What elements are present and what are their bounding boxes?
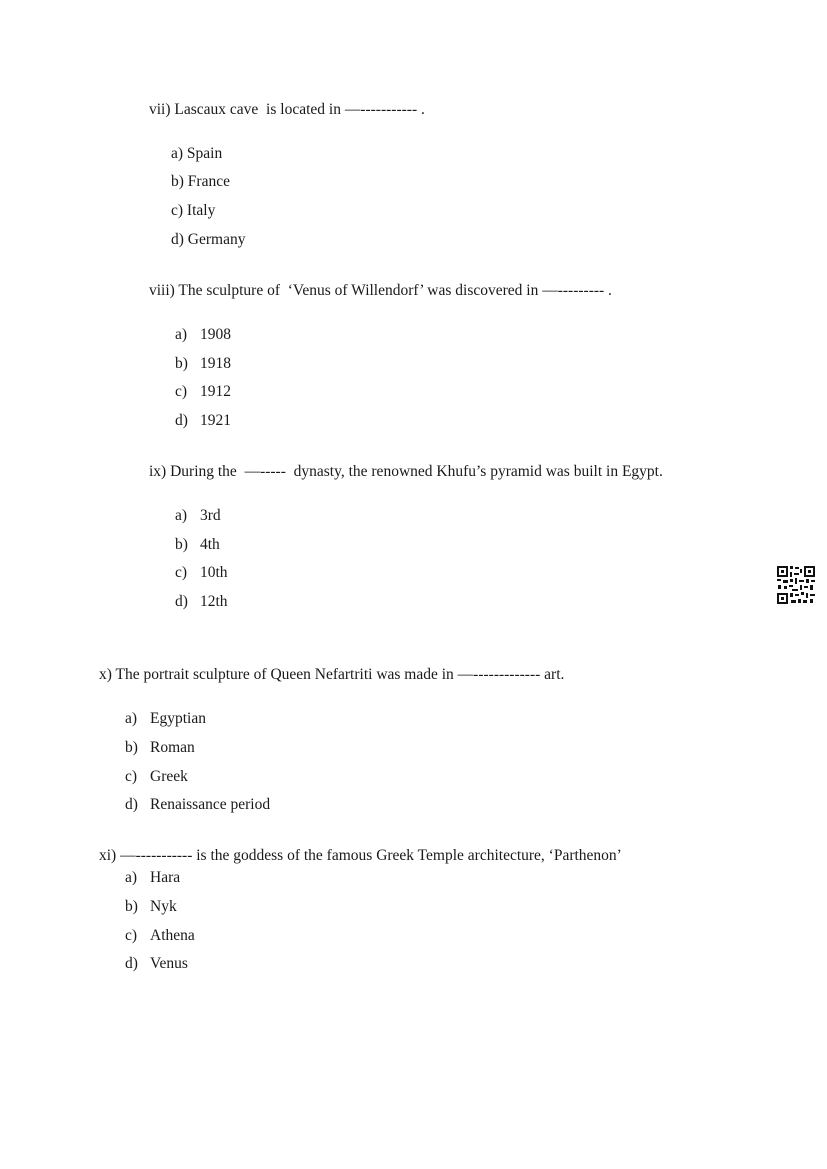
question-vii-option-a: a) Spain — [171, 145, 223, 162]
question-viii-option-b-text: 1918 — [200, 355, 231, 372]
question-ix-text: ix) During the ––----- dynasty, the renowned Khufu’s pyramid was built in Egypt. — [149, 463, 663, 480]
question-xi-option-a-text: Hara — [150, 869, 181, 886]
question-viii-option-b-letter: b) — [175, 355, 188, 372]
question-ix-option-a-letter: a) — [175, 507, 188, 524]
question-ix-option-c-letter: c) — [175, 564, 188, 581]
question-viii-option-c-text: 1912 — [200, 383, 231, 400]
question-ix-option-c-text: 10th — [200, 564, 228, 581]
question-vii-option-c: c) Italy — [171, 202, 216, 219]
question-xi-option-a-letter: a) — [125, 869, 138, 886]
question-x-option-a-letter: a) — [125, 710, 138, 727]
question-xi-option-b-text: Nyk — [150, 898, 177, 915]
question-viii-text: viii) The sculpture of ‘Venus of Willendorf’ was discovered in ––--------- . — [149, 282, 612, 299]
question-ix-option-b-text: 4th — [200, 536, 220, 553]
question-x-text: x) The portrait sculpture of Queen Nefartriti was made in ––------------- art. — [99, 666, 565, 683]
question-viii-option-a-letter: a) — [175, 326, 188, 343]
question-ix-option-d-letter: d) — [175, 593, 188, 610]
question-xi-option-b-letter: b) — [125, 898, 138, 915]
question-vii-option-d: d) Germany — [171, 231, 246, 248]
question-x-option-d-text: Renaissance period — [150, 796, 271, 813]
question-viii-option-c-letter: c) — [175, 383, 188, 400]
question-viii-option-d-text: 1921 — [200, 412, 231, 429]
question-xi-option-d-text: Venus — [150, 955, 188, 972]
question-vii-text: vii) Lascaux cave is located in ––----------- . — [149, 101, 425, 118]
question-ix-option-b-letter: b) — [175, 536, 188, 553]
question-x-option-a-text: Egyptian — [150, 710, 206, 727]
question-viii-option-d-letter: d) — [175, 412, 188, 429]
question-x-option-c-text: Greek — [150, 768, 188, 785]
question-ix-option-d-text: 12th — [200, 593, 228, 610]
question-xi-text: xi) ––----------- is the goddess of the famous Greek Temple architecture, ‘Parthenon’ — [99, 847, 622, 864]
question-vii-option-b: b) France — [171, 173, 230, 190]
question-viii-option-a-text: 1908 — [200, 326, 231, 343]
question-x-option-c-letter: c) — [125, 768, 138, 785]
question-xi-option-c-text: Athena — [150, 927, 195, 944]
question-x-option-b-letter: b) — [125, 739, 138, 756]
qr-code-icon — [776, 565, 816, 605]
question-x-option-b-text: Roman — [150, 739, 195, 756]
question-xi-option-d-letter: d) — [125, 955, 138, 972]
question-xi-option-c-letter: c) — [125, 927, 138, 944]
question-x-option-d-letter: d) — [125, 796, 138, 813]
question-ix-option-a-text: 3rd — [200, 507, 221, 524]
